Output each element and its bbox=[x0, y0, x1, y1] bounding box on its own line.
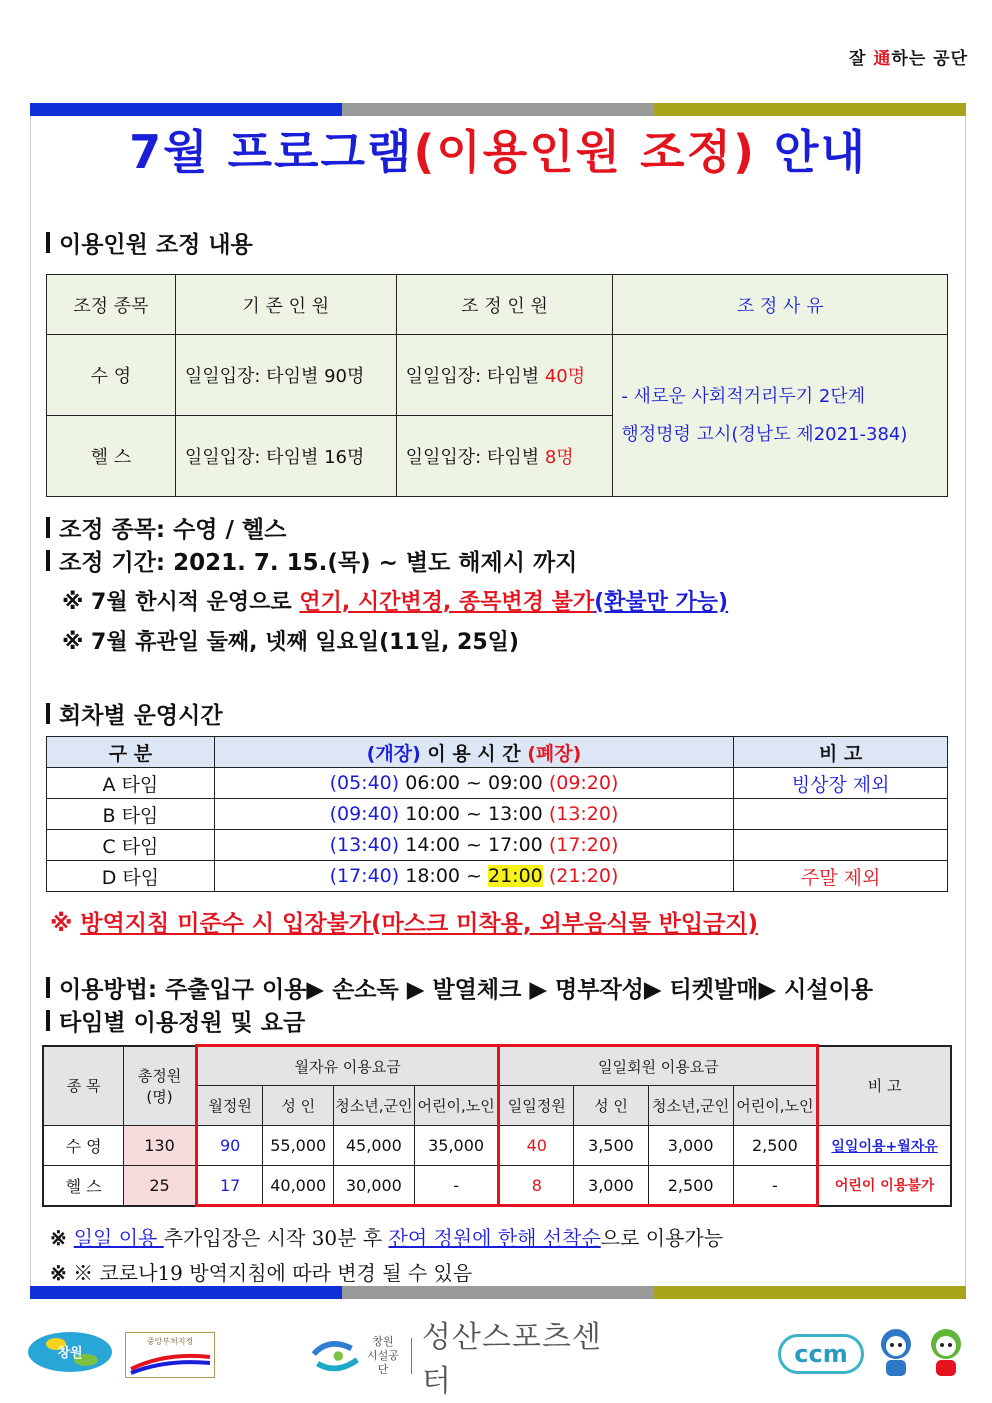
t1-header-reason: 조 정 사 유 bbox=[613, 275, 948, 335]
title-part2: (이용인원 조정) bbox=[413, 125, 756, 179]
footnote-daily: ※ 일일 이용 추가입장은 시작 30분 후 잔여 정원에 한해 선착순으로 이용가능 bbox=[50, 1226, 724, 1250]
page-title bbox=[30, 116, 966, 182]
t2-header-note: 비 고 bbox=[734, 737, 948, 768]
t3-header-monthly: 월자유 이용요금 bbox=[196, 1046, 499, 1086]
t1-header-after: 조 정 인 원 bbox=[396, 275, 613, 335]
table-row: A 타임 (05:40) 06:00 ~ 09:00 (09:20) 빙상장 제외 bbox=[47, 768, 948, 799]
slogan-highlight: 通 bbox=[873, 49, 892, 69]
svg-text:창원: 창원 bbox=[57, 1346, 83, 1361]
footer-logos bbox=[0, 1320, 992, 1399]
section1-label: 이용인원 조정 내용 bbox=[59, 232, 253, 258]
mascot-green-icon bbox=[922, 1326, 970, 1380]
adjust-items: 조정 종목: 수영 / 헬스 bbox=[46, 511, 286, 544]
org-emblem-icon bbox=[310, 1336, 363, 1376]
fee-table: 종 목 총정원 (명) 월자유 이용요금 일일회원 이용요금 비 고 월정원 성 인 청소년,군인 어린이,노인 일일정원 성 인 청소년,군인 어린이,노인 수 영 130 90 55,000 45,000 35,000 40 3,500 3,000 2,500 일일이용+월자유 헬 스 25 17 40,000 30,000 - 8 3,000 2,500 - 어린이 이용불가 bbox=[42, 1044, 952, 1207]
bottom-stripe bbox=[30, 1286, 966, 1299]
t3-header-total: 총정원 (명) bbox=[124, 1046, 197, 1126]
t2-header-division: 구 분 bbox=[47, 737, 215, 768]
slogan-post: 하는 공단 bbox=[891, 49, 968, 69]
table-row: D 타임 (17:40) 18:00 ~ 21:00 (21:20) 주말 제외 bbox=[47, 861, 948, 892]
t1-header-before: 기 존 인 원 bbox=[175, 275, 396, 335]
t1-row-after: 일일입장: 타임별 40명 bbox=[396, 335, 613, 416]
t3-header-item: 종 목 bbox=[43, 1046, 124, 1126]
t1-row-before: 일일입장: 타임별 16명 bbox=[175, 416, 396, 497]
center-name: 성산스포츠센터 bbox=[421, 1320, 602, 1399]
ccm-logo: ccm bbox=[778, 1334, 864, 1374]
title-part1: 7월 프로그램 bbox=[129, 125, 414, 179]
t1-row-before: 일일입장: 타임별 90명 bbox=[175, 335, 396, 416]
note-closed-days: ※ 7월 휴관일 둘째, 넷째 일요일(11일, 25일) bbox=[62, 630, 519, 655]
section-heading-schedule: 회차별 운영시간 bbox=[46, 697, 223, 730]
t1-row-item: 수 영 bbox=[47, 335, 176, 416]
adjust-period: 조정 기간: 2021. 7. 15.(목) ~ 별도 해제시 까지 bbox=[46, 544, 577, 577]
title-part3: 안내 bbox=[756, 125, 867, 179]
slogan-pre: 잘 bbox=[849, 49, 874, 69]
t3-header-daily: 일일회원 이용요금 bbox=[499, 1046, 818, 1086]
note-refund: ※ 7월 한시적 운영으로 연기, 시간변경, 종목변경 불가(환불만 가능) bbox=[62, 590, 729, 615]
certification-logo: 중앙부처지정 bbox=[125, 1332, 215, 1378]
footnote-covid: ※ ※ 코로나19 방역지침에 따라 변경 될 수 있음 bbox=[50, 1261, 473, 1285]
t1-row-after: 일일입장: 타임별 8명 bbox=[396, 416, 613, 497]
table-row: B 타임 (09:40) 10:00 ~ 13:00 (13:20) bbox=[47, 799, 948, 830]
section-heading-adjustment bbox=[46, 226, 253, 259]
schedule-table bbox=[46, 736, 948, 892]
warning-text: ※ 방역지침 미준수 시 입장불가(마스크 미착용, 외부음식물 반입금지) bbox=[50, 911, 759, 937]
t3-header-note: 비 고 bbox=[818, 1046, 951, 1126]
section-heading-fees: 타임별 이용정원 및 요금 bbox=[46, 1004, 305, 1037]
center-logo: 창원 시설공단 성산스포츠센터 bbox=[310, 1330, 620, 1382]
top-stripe bbox=[30, 103, 966, 116]
t1-header-item: 조정 종목 bbox=[47, 275, 176, 335]
table-row: 헬 스 25 17 40,000 30,000 - 8 3,000 2,500 - 어린이 이용불가 bbox=[43, 1166, 951, 1206]
slogan bbox=[849, 44, 968, 69]
t1-reason: - 새로운 사회적거리두기 2단계 행정명령 고시(경남도 제2021-384) bbox=[613, 335, 948, 497]
t2-header-time: (개장) 이 용 시 간 (폐장) bbox=[214, 737, 733, 768]
table-row: 수 영 130 90 55,000 45,000 35,000 40 3,500 3,000 2,500 일일이용+월자유 bbox=[43, 1126, 951, 1166]
city-mascot-logo bbox=[26, 1330, 114, 1374]
adjustment-table bbox=[46, 274, 948, 497]
t1-row-item: 헬 스 bbox=[47, 416, 176, 497]
usage-steps: 이용방법: 주출입구 이용▶ 손소독 ▶ 발열체크 ▶ 명부작성▶ 티켓발매▶ 시설이용 bbox=[46, 971, 873, 1004]
table-row: C 타임 (13:40) 14:00 ~ 17:00 (17:20) bbox=[47, 830, 948, 861]
mascot-blue-icon bbox=[872, 1326, 920, 1380]
